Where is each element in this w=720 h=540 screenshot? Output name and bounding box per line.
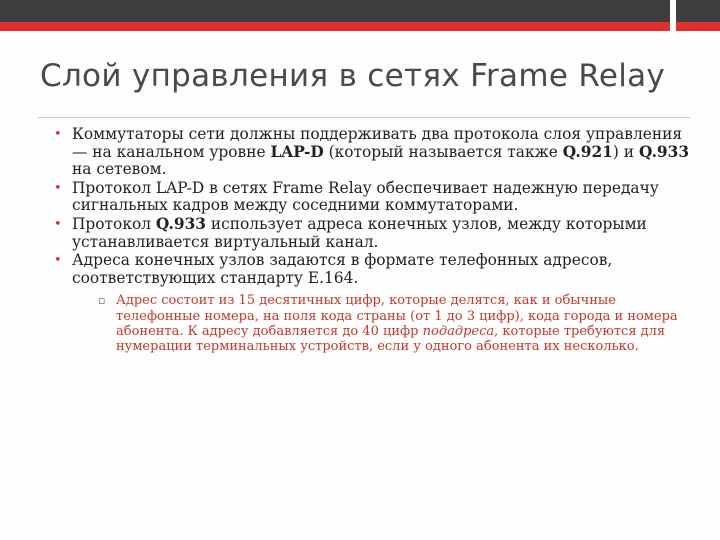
accent-stripe [0,22,670,31]
text-run: на сетевом. [72,160,167,179]
bullet-text [72,251,612,287]
slide-content [52,126,692,355]
sub-bullet-marker-icon: ▫ [98,294,106,308]
sub-bullet-item [96,293,692,354]
text-run: Q.933 [155,214,206,233]
text-run: ) и [612,142,639,161]
bullet-list [52,126,692,354]
title-divider [38,117,690,118]
text-run: (который называется также [323,142,563,161]
text-run: подадреса [422,323,495,339]
text-run: , которые требуются для нумерации терминальных устройств, если у одного абонента их несколько. [116,323,666,354]
sub-bullet-list [72,293,692,354]
bullet-item [52,126,692,179]
bullet-item [52,180,692,215]
text-run: Адреса конечных узлов задаются в формате телефонных адресов, соответствующих стандарту E.164. [72,251,613,287]
text-run: Q.921 [562,142,613,161]
bullet-item [52,252,692,354]
text-run: LAP-D [270,142,324,161]
text-run: Адрес состоит из 15 десятичных цифр, которые делятся, как и обычные телефонные номера, на поля кода страны (от 1 до 3 цифр), кода города и номера абонента. К адресу добавляется до 40 цифр [116,293,678,339]
bullet-marker-icon: • [54,253,62,269]
text-run: Протокол [72,214,156,233]
bullet-text [72,215,647,251]
bullet-marker-icon: • [54,127,62,142]
bullet-item [52,216,692,251]
bullet-marker-icon: • [54,180,62,196]
text-run: Протокол LAP-D в сетях Frame Relay обеспечивает надежную передачу сигнальных кадров между соседними коммутаторами. [72,178,659,215]
bullet-text [72,179,659,215]
slide-title: Слой управления в сетях Frame Relay [40,58,666,94]
top-bar [0,0,720,22]
accent-stripe-right [676,22,720,31]
sub-bullet-text [116,293,678,354]
text-run: использует адреса конечных узлов, между которыми устанавливается виртуальный канал. [72,214,647,251]
bullet-marker-icon: • [54,216,62,232]
top-bar-gap [670,0,676,46]
text-run: Коммутаторы сети должны поддерживать два протокола слоя управления — на канальном уровне [72,125,683,161]
bullet-text [72,125,689,178]
text-run: Q.933 [638,142,690,161]
